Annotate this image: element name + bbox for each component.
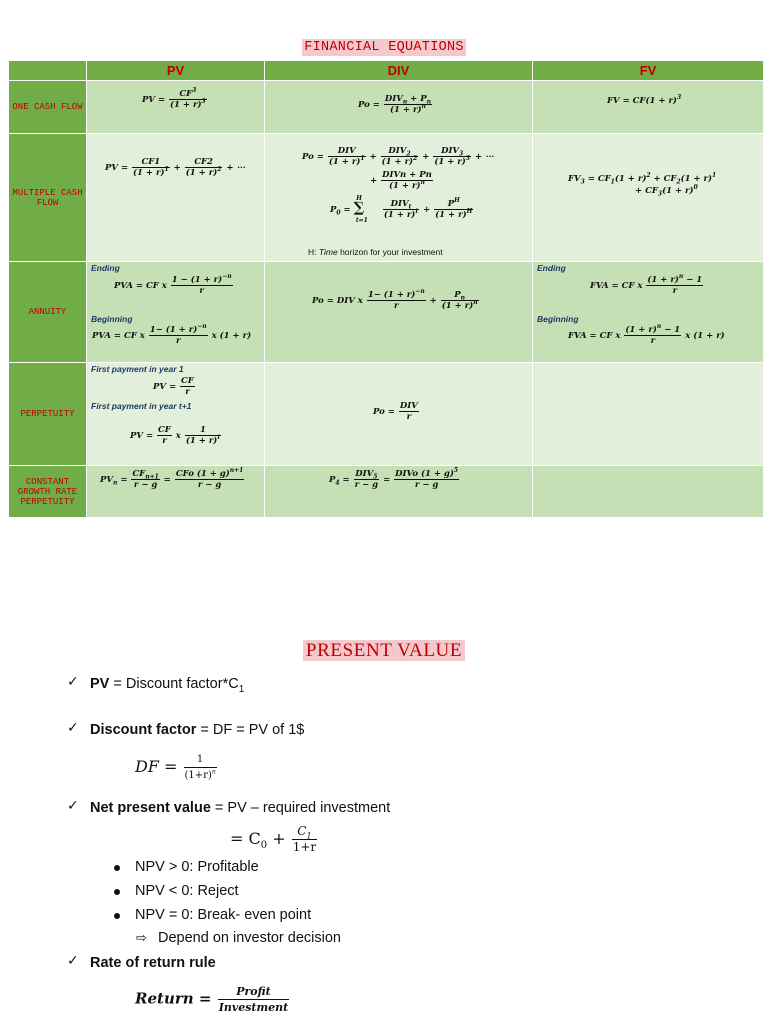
formula-cell <box>87 466 265 518</box>
header-row <box>9 61 764 81</box>
formula: Po = DIV x $\frac{1- (1 + r)^{-n}}{r}$ + $\frac{P_n}{(1 + r)^n}$ <box>312 288 478 311</box>
formula-cell <box>265 262 533 363</box>
note-ending: Ending <box>537 263 566 273</box>
financial-equations-table <box>8 60 764 518</box>
formula: $P_0 = \sum^H_{t=1}$ $\frac{DIV_t}{(1 + r)^t}$ + $\frac{P^H}{(1 + r)^H}$ <box>330 195 473 224</box>
row-label: ANNUITY <box>9 262 87 363</box>
empty-cell <box>533 466 764 518</box>
row-perpetuity <box>9 363 764 466</box>
formula: Po = $\frac{\text{DIV}}{r}$ <box>373 401 418 422</box>
formula: PV = $\frac{CF1}{(1 + r)^1}$ + $\frac{CF2}{(1 + r)^2}$ + ⋯ <box>105 157 245 178</box>
note-beginning: Beginning <box>91 314 133 324</box>
formula: PVA = CF x $\frac{1- (1 + r)^{-n}}{r}$ x (1 + r) <box>92 323 252 346</box>
horizon-note: H: Time horizon for your investment <box>308 247 443 257</box>
bullet-icon <box>114 889 120 895</box>
note-beginning: Beginning <box>537 314 579 324</box>
formula-cell <box>265 81 533 134</box>
note-first-payment-1: First payment in year 1 <box>91 364 184 374</box>
formula-cell <box>87 262 265 363</box>
header-fv: FV <box>533 61 764 81</box>
check-icon: ✓ <box>67 674 79 690</box>
header-div: DIV <box>265 61 533 81</box>
formula-cell <box>87 81 265 134</box>
check-icon: ✓ <box>67 953 79 969</box>
formula-cell <box>533 134 764 262</box>
formula: + $CF_3(1 + r)^0$ <box>635 184 698 198</box>
row-one-cash-flow <box>9 81 764 134</box>
formula: FVA = CF x $\frac{(1 + r)^n - 1}{r}$ <box>590 273 703 296</box>
row-annuity <box>9 262 764 363</box>
bullet-icon <box>114 913 120 919</box>
formula: Po = $\frac{\text{DIV}}{(1 + r)^1}$ + $\frac{DIV_2}{(1 + r)^2}$ + $\frac{DIV_3}{(1 + r)^3}$ + ⋯ <box>302 146 494 167</box>
discount-factor-definition: Discount factor = DF = PV of 1$ <box>90 722 305 738</box>
row-label: PERPETUITY <box>9 363 87 466</box>
header-pv: PV <box>87 61 265 81</box>
row-constant-growth <box>9 466 764 518</box>
formula: FVA = CF x $\frac{(1 + r)^n - 1}{r}$ x (1 + r) <box>568 323 725 346</box>
df-formula: DF = $\frac{1}{(1+r)^n}$ <box>135 754 216 781</box>
formula-cell <box>87 134 265 262</box>
npv-definition: Net present value = PV – required investment <box>90 800 391 816</box>
corner-cell <box>9 61 87 81</box>
formula: $P_4$ = $\frac{DIV_5}{r - g}$ = $\frac{DIVo (1 + g)^5}{r - g}$ <box>329 467 459 490</box>
rate-of-return-heading: Rate of return rule <box>90 955 216 971</box>
check-icon: ✓ <box>67 720 79 736</box>
section-title: PRESENT VALUE <box>0 640 768 662</box>
row-label: ONE CASH FLOW <box>9 81 87 134</box>
formula-cell <box>533 262 764 363</box>
formula-cell <box>87 363 265 466</box>
npv-formula: = $C_0$ + $\frac{C_1}{1+r}$ <box>230 824 317 854</box>
empty-cell <box>533 363 764 466</box>
formula: $PV_n$ = $\frac{CF_{n+1}}{r - g}$ = $\frac{CFo (1 + g)^{n+1}}{r - g}$ <box>100 467 244 490</box>
pv-definition: PV = Discount $factor*C_1$ <box>90 676 245 695</box>
formula: + $\frac{\text{DIVn + Pn}}{(1 + r)^n}$ <box>370 170 432 191</box>
formula: FV = $CF(1 + r)^3$ <box>607 94 682 106</box>
row-label: MULTIPLE CASH FLOW <box>9 134 87 262</box>
formula: PVA = CF x $\frac{1 - (1 + r)^{-n}}{r}$ <box>114 273 232 296</box>
npv-rule-profitable: NPV > 0: Profitable <box>135 859 259 875</box>
formula: $FV_3 = CF_1(1 + r)^2 + CF_2(1 + r)^1$ <box>568 172 717 186</box>
formula-cell <box>265 363 533 466</box>
formula-cell <box>533 81 764 134</box>
arrow-right-icon: ⇨ <box>136 930 147 945</box>
npv-rule-reject: NPV < 0: Reject <box>135 883 239 899</box>
check-icon: ✓ <box>67 798 79 814</box>
formula-cell <box>265 466 533 518</box>
formula: Po = $\frac{DIV_n + P_n}{(1 + r)^n}$ <box>358 94 432 115</box>
note-ending: Ending <box>91 263 120 273</box>
document-title: FINANCIAL EQUATIONS <box>304 40 464 55</box>
investor-decision-note: Depend on investor decision <box>158 930 341 946</box>
formula: PV = $\frac{CF}{r}$ x $\frac{1}{(1 + r)^t}$ <box>130 425 221 446</box>
return-formula: Return = $\frac{\text{Profit}}{\text{Investment}}$ <box>135 985 289 1014</box>
row-multiple-cash-flow <box>9 134 764 262</box>
formula: PV = $\frac{CF}{r}$ <box>153 376 194 397</box>
bullet-icon <box>114 865 120 871</box>
formula: PV = $\frac{CF^3}{(1 + r)^3}$ <box>142 87 206 110</box>
row-label: CONSTANT GROWTH RATE PERPETUITY <box>9 466 87 518</box>
note-first-payment-t1: First payment in year t+1 <box>91 401 192 411</box>
formula-cell <box>265 134 533 262</box>
npv-rule-break-even: NPV = 0: Break- even point <box>135 907 312 923</box>
